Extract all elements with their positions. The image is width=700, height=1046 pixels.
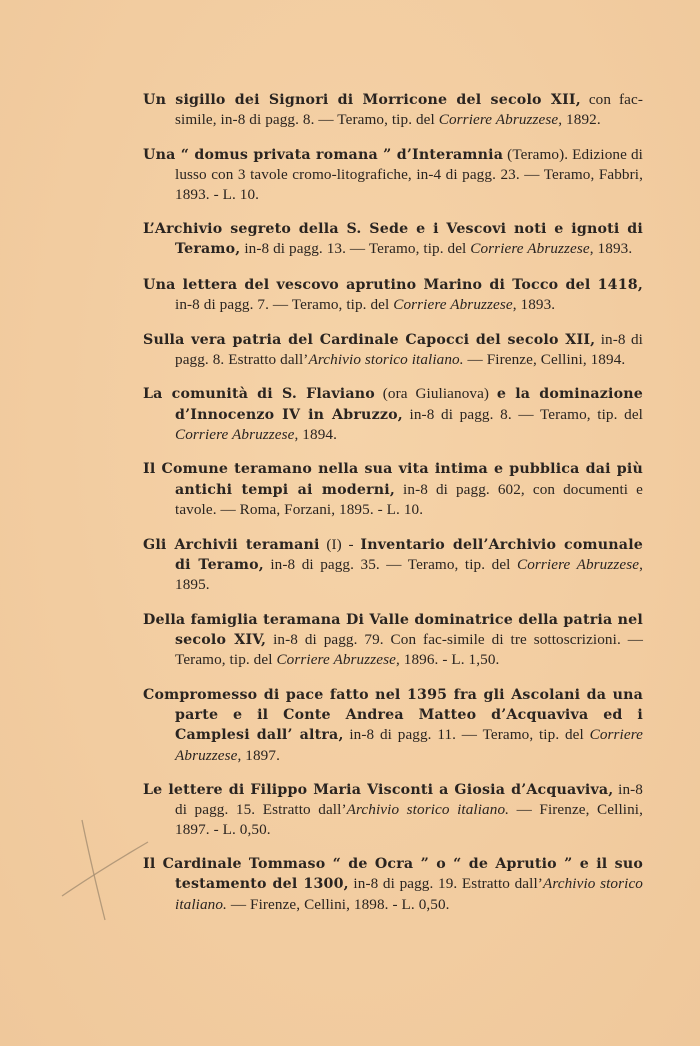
bibliography-entry [143,459,643,519]
bibliography-list [143,75,643,920]
bibliography-entry [143,685,643,765]
entry-title: Le lettere di Filippo Maria Visconti a Giosia d’Acquaviva, [143,782,614,799]
bibliography-entry [143,219,643,260]
entry-description: in-8 di pagg. 35. — Teramo, tip. del [263,555,517,573]
entry-description: in-8 di pagg. 7. — Teramo, tip. del [175,296,394,314]
entry-title: Una lettera del vescovo aprutino Marino di Tocco del 1418, [143,276,643,293]
entry-date: — Firenze, Cellini, 1898. - L. 0,50. [226,895,450,913]
entry-title: Una “ domus privata romana ” d’Interamnia [143,146,504,163]
entry-description: in-8 di pagg. 79. Con fac-simile di tre sottoscrizioni. — Teramo, tip. del [175,630,643,669]
entry-publication: Corriere Abruzzese [393,296,513,314]
entry-note: (ora Giulianova) [374,385,497,403]
bibliography-entry [143,384,643,444]
entry-description: in-8 di pagg. 8. — Teramo, tip. del [402,405,643,423]
entry-title: Compromesso di pace fatto nel 1395 fra gli Ascolani da una parte e il Conte Andrea Matteo d’Acquaviva ed i Camplesi dall’ altra, [143,686,643,744]
bibliography-entry [143,330,643,370]
entry-title: Gli Archivii teramani [143,536,320,553]
entry-publication: Archivio storico italiano. [308,350,464,368]
entry-description: con fac-simile, in-8 di pagg. 8. — Teramo, tip. del [175,91,643,129]
entry-description: in-8 di pagg. 15. Estratto dall’ [175,781,643,819]
bibliography-entry [143,610,643,670]
entry-date: , 1893. [512,296,556,314]
bibliography-entry [143,90,643,130]
entry-publication: Archivio storico italiano. [175,875,643,913]
entry-description: in-8 di pagg. 19. Estratto dall’ [348,875,543,893]
entry-title-continued: e la dominazione d’Innocenzo IV in Abruzzo, [175,386,643,423]
entry-description: (Teramo). Edizione di lusso con 3 tavole cromo-litografiche, in-4 di pagg. 23. — Teramo, Fabbri, 1893. - L. 10. [175,145,643,203]
entry-title: Sulla vera patria del Cardinale Capocci del secolo XII, [143,331,596,348]
entry-description: in-8 di pagg. 602, con documenti e tavole. — Roma, Forzani, 1895. - L. 10. [175,480,643,519]
entry-publication: Corriere Abruzzese [175,425,295,443]
entry-date: , 1893. [589,240,633,258]
entry-date: — Firenze, Cellini, 1897. - L. 0,50. [175,801,643,838]
bibliography-entry [143,780,643,839]
entry-title: Della famiglia teramana Di Valle dominatrice della patria nel secolo XIV, [143,611,643,648]
entry-date: , 1895. [175,555,643,594]
bibliography-entry [143,854,643,914]
entry-title: Un sigillo dei Signori di Morricone del secolo XII, [143,92,581,109]
bibliography-entry [143,145,643,204]
entry-date: , 1896. - L. 1,50. [395,651,500,669]
entry-title-continued: Inventario dell’Archivio comunale di Teramo, [175,536,644,573]
entry-note: (I) - [319,535,361,553]
entry-publication: Corriere Abruzzese [175,726,643,764]
entry-date: , 1892. [558,111,601,129]
entry-description: in-8 di pagg. 13. — Teramo, tip. del [240,240,471,258]
entry-publication: Corriere Abruzzese [276,651,396,669]
bibliography-entry [143,535,643,595]
entry-title: Il Cardinale Tommaso “ de Ocra ” o “ de Aprutio ” e il suo testamento del 1300, [143,856,643,893]
bibliography-entry [143,275,643,315]
pencil-cross-mark [60,800,150,930]
entry-title: La comunità di S. Flaviano [143,386,375,403]
entry-publication: Corriere Abruzzese [516,555,640,573]
entry-publication: Corriere Abruzzese [470,240,590,258]
entry-description: in-8 di pagg. 8. Estratto dall’ [175,330,644,368]
entry-publication: Archivio storico italiano. [346,801,510,819]
entry-date: — Firenze, Cellini, 1894. [463,350,626,368]
entry-title: L’Archivio segreto della S. Sede e i Vescovi noti e ignoti di Teramo, [143,221,643,258]
entry-publication: Corriere Abruzzese [438,111,559,129]
entry-date: , 1897. [237,746,280,764]
entry-title: Il Comune teramano nella sua vita intima e pubblica dai più antichi tempi ai moderni, [143,461,643,498]
entry-date: , 1894. [294,425,337,443]
entry-description: in-8 di pagg. 11. — Teramo, tip. del [343,726,590,744]
